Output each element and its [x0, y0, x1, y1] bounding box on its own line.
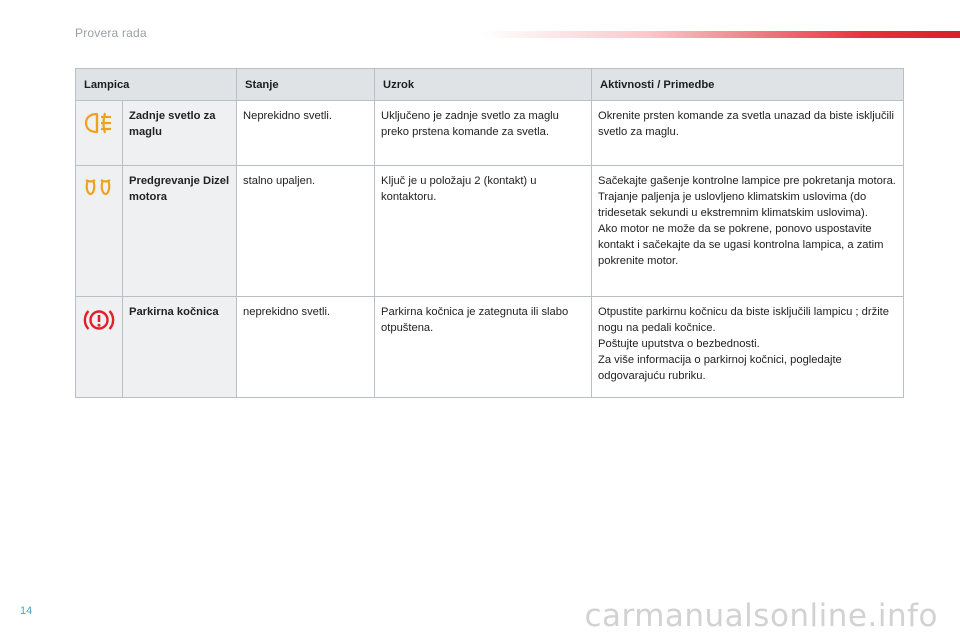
- diesel-preheating-icon: [76, 176, 122, 200]
- light-actions: [592, 297, 904, 398]
- action-line: Sačekajte gašenje kontrolne lampice pre pokretanja motora.: [598, 175, 896, 187]
- light-name: Predgrevanje Dizel motora: [123, 166, 237, 297]
- table-row: [76, 166, 904, 297]
- light-name: Parkirna kočnica: [123, 297, 237, 398]
- watermark: carmanualsonline.info: [584, 598, 938, 634]
- light-state: stalno upaljen.: [237, 166, 375, 297]
- action-line: Ako motor ne može da se pokrene, ponovo uspostavite kontakt i sačekajte da se ugasi kontrolna lampica, a zatim pokrenite motor.: [598, 223, 884, 267]
- section-title: Provera rada: [75, 26, 147, 40]
- light-cause: Parkirna kočnica je zategnuta ili slabo otpuštena.: [375, 297, 592, 398]
- action-line: Poštujte uputstva o bezbednosti.: [598, 338, 760, 350]
- light-state: neprekidno svetli.: [237, 297, 375, 398]
- table-row: [76, 101, 904, 166]
- parking-brake-icon: [76, 307, 122, 333]
- header-aktivnosti: Aktivnosti / Primedbe: [592, 69, 904, 101]
- rear-fog-light-icon: [76, 111, 122, 135]
- header-lampica: Lampica: [76, 69, 237, 101]
- page-number: 14: [20, 605, 33, 617]
- action-line: Otpustite parkirnu kočnicu da biste isključili lampicu ; držite nogu na pedali kočnice.: [598, 306, 890, 334]
- action-line: Za više informacija o parkirnoj kočnici, pogledajte odgovarajuću rubriku.: [598, 354, 842, 382]
- header-uzrok: Uzrok: [375, 69, 592, 101]
- table-header-row: [76, 69, 904, 101]
- warning-lights-table: [75, 68, 904, 398]
- light-state: Neprekidno svetli.: [237, 101, 375, 166]
- icon-cell: [76, 297, 123, 398]
- header-accent-bar: [480, 31, 960, 38]
- light-actions: [592, 166, 904, 297]
- icon-cell: [76, 101, 123, 166]
- icon-cell: [76, 166, 123, 297]
- light-cause: Uključeno je zadnje svetlo za maglu preko prstena komande za svetla.: [375, 101, 592, 166]
- light-cause: Ključ je u položaju 2 (kontakt) u kontaktoru.: [375, 166, 592, 297]
- action-line: Okrenite prsten komande za svetla unazad da biste isključili svetlo za maglu.: [598, 110, 895, 138]
- warning-lights-table-container: [75, 68, 903, 398]
- header-stanje: Stanje: [237, 69, 375, 101]
- light-actions: [592, 101, 904, 166]
- table-row: [76, 297, 904, 398]
- light-name: Zadnje svetlo za maglu: [123, 101, 237, 166]
- action-line: Trajanje paljenja je uslovljeno klimatskim uslovima (do tridesetak sekundi u ekstremnim klimatskim uslovima).: [598, 191, 868, 219]
